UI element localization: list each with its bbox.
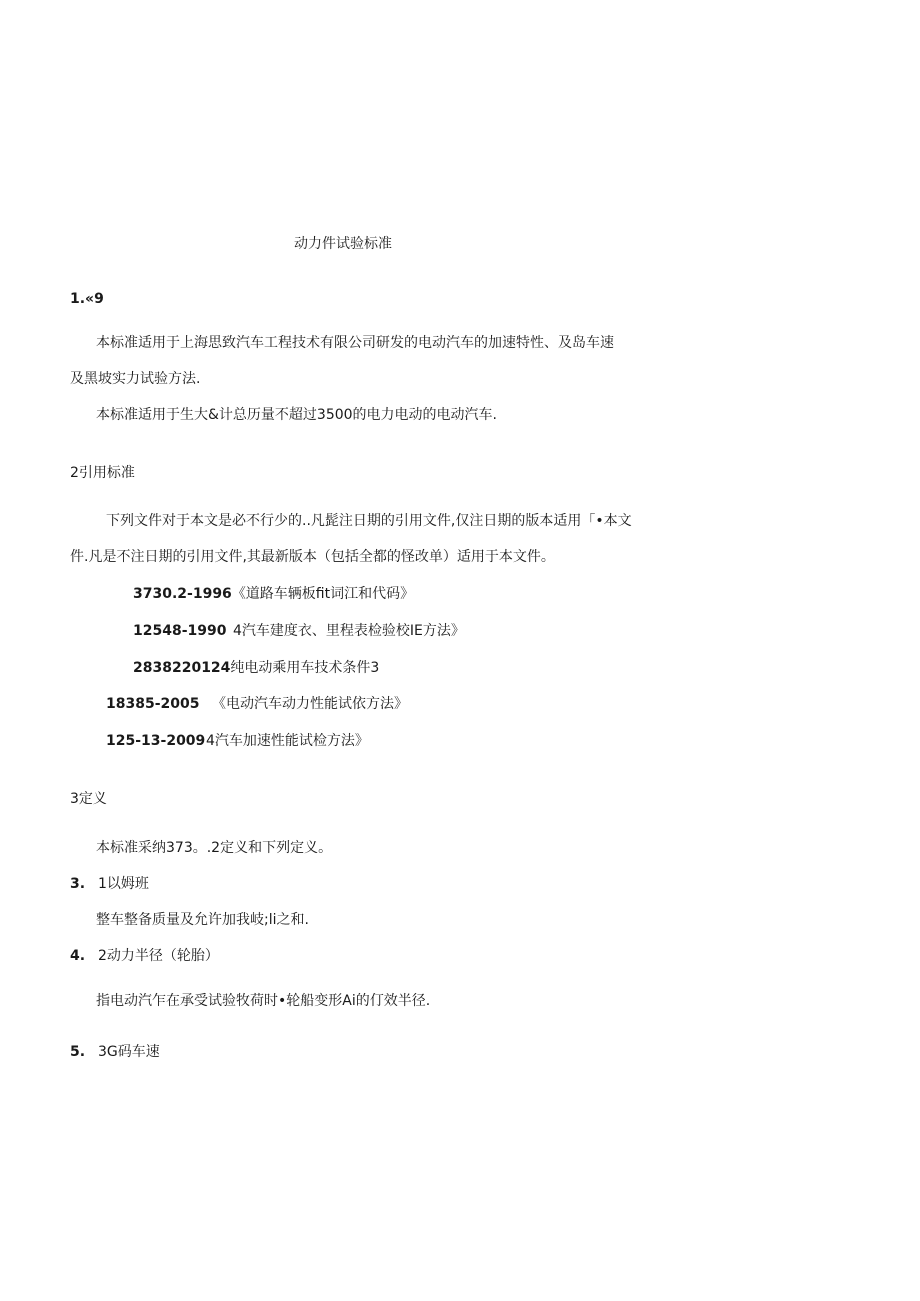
reference-text: 《电动汽车动力性能试依方法》 <box>212 696 408 712</box>
reference-number: 125-13-2009 <box>106 733 206 749</box>
definition-term: 2动力半径（轮胎） <box>98 948 219 964</box>
section3-heading: 3定义 <box>70 791 107 807</box>
section2-heading: 2引用标准 <box>70 465 135 481</box>
reference-number: 3730.2-1996 <box>133 586 232 602</box>
definition-number: 4. <box>70 948 86 964</box>
reference-item <box>106 731 369 751</box>
section1-paragraph1-line1: 本标准适用于上海思致汽车工程技术有限公司研发的电动汽车的加速特性、及岛车速 <box>96 335 614 351</box>
section1-paragraph2: 本标准适用于生大&计总历量不超过3500的电力电动的电动汽车. <box>96 407 497 423</box>
definition-description: 指电动汽乍在承受试验牧荷时•轮船变形Ai的仃效半径. <box>96 993 431 1009</box>
definition-term: 3G码车速 <box>98 1044 160 1060</box>
definition-heading <box>70 874 149 894</box>
section2-paragraph-line1: 下列文件对于本文是必不行少的..凡髭注日期的引用文件,仅注日期的版本适用「•本文 <box>106 513 632 529</box>
reference-item <box>133 621 465 641</box>
definition-number: 5. <box>70 1044 86 1060</box>
reference-text: 4汽车加速性能试检方法》 <box>206 733 369 749</box>
reference-item <box>106 694 408 714</box>
section1-heading: 1.«9 <box>70 291 104 307</box>
definition-heading <box>70 946 219 966</box>
reference-text: 《道路车辆板fit词江和代码》 <box>231 586 415 602</box>
reference-number: 2838220124 <box>133 660 231 676</box>
reference-item <box>133 584 414 604</box>
definition-description: 整车整备质量及允许加我岐;li之和. <box>96 912 309 928</box>
reference-number: 18385-2005 <box>106 696 200 712</box>
reference-number: 12548-1990 <box>133 623 227 639</box>
definition-number: 3. <box>70 876 86 892</box>
section2-paragraph-line2: 件.凡是不注日期的引用文件,其最新版本（包括全都的怪改单）适用于本文件。 <box>70 549 555 565</box>
definition-term: 1以姆班 <box>98 876 149 892</box>
document-title: 动力件试验标准 <box>294 236 392 252</box>
section3-intro: 本标准采纳373。.2定义和下列定义。 <box>96 840 333 856</box>
definition-heading <box>70 1042 160 1062</box>
reference-text: 纯电动乘用车技术条件3 <box>230 660 380 676</box>
reference-item <box>133 658 379 678</box>
reference-text: 4汽车建度衣、里程表检验校IE方法》 <box>233 623 465 639</box>
section1-paragraph1-line2: 及黑坡实力试验方法. <box>70 371 201 387</box>
